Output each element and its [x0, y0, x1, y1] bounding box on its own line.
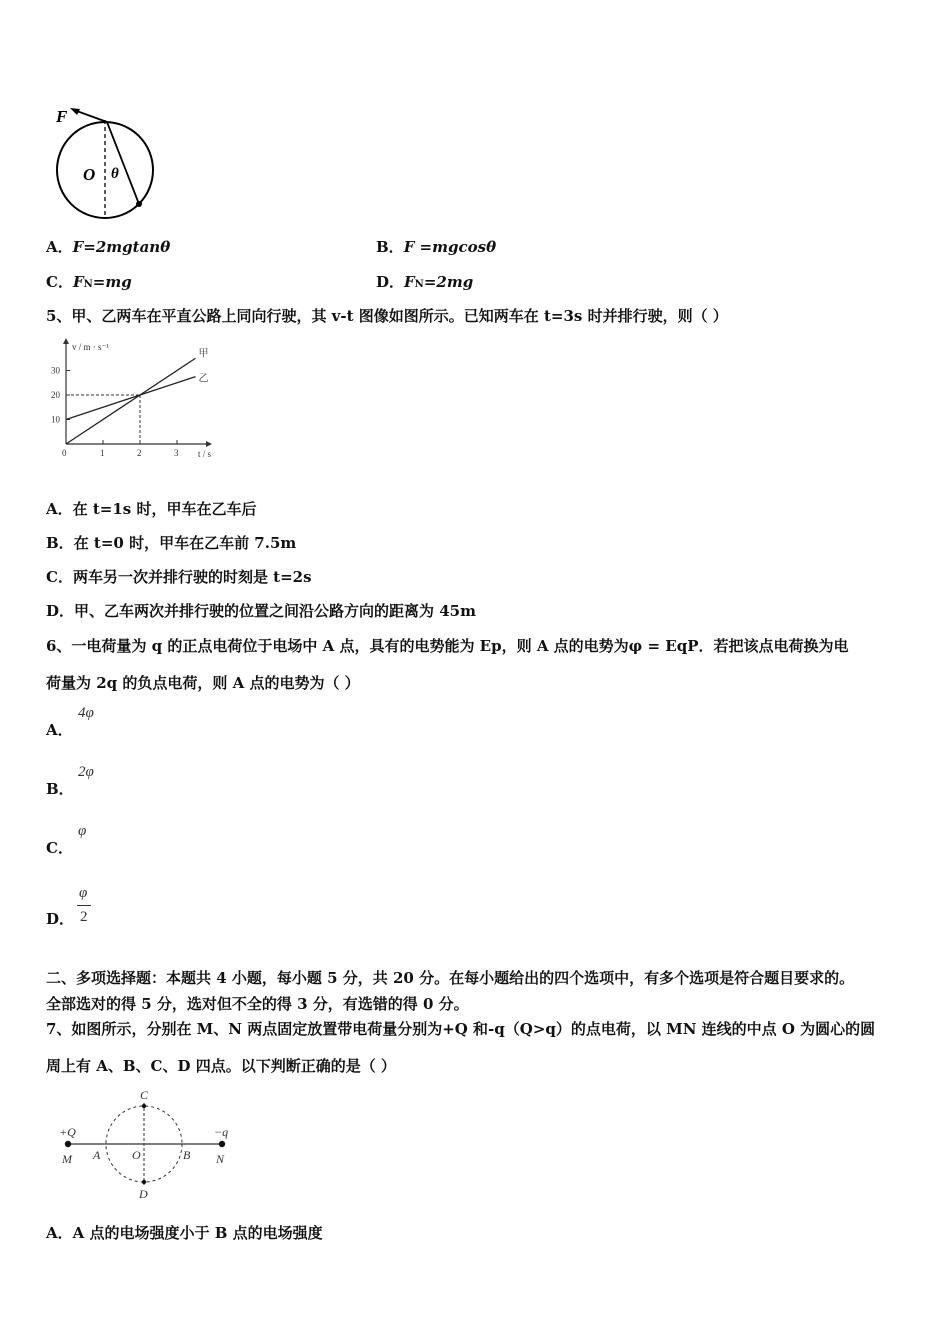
option-value: 2φ — [78, 764, 94, 780]
fraction-denominator: 2 — [80, 909, 88, 925]
option-value: 4φ — [78, 705, 94, 721]
series-label: 乙 — [198, 373, 209, 385]
y-tick-label: 30 — [51, 365, 60, 376]
q4-label-O: O — [83, 165, 96, 184]
q7-label-n: N — [216, 1152, 225, 1166]
q7-charges-figure — [52, 1085, 242, 1205]
q7-option-a[interactable] — [46, 1222, 323, 1243]
option-letter: C． — [46, 568, 73, 586]
option-text: =mg — [92, 273, 132, 291]
option-text: 两车另一次并排行驶的时刻是 t=2s — [72, 568, 312, 586]
q6-option-d[interactable] — [46, 885, 126, 927]
q7-charge-n — [219, 1141, 225, 1147]
q7-label-o: O — [132, 1148, 141, 1162]
option-text: 甲、乙车两次并排行驶的位置之间沿公路方向的距离为 45m — [74, 602, 476, 620]
q7-label-plus-q: +Q — [59, 1125, 76, 1139]
q4-force-arrow — [74, 110, 107, 122]
series-label: 甲 — [198, 348, 209, 360]
option-text: 在 t=0 时，甲车在乙车前 7.5m — [73, 534, 297, 552]
q6-stem-line2: 荷量为 2q 的负点电荷，则 A 点的电势为（ ） — [46, 674, 360, 692]
option-symbol: F — [72, 273, 84, 291]
x-axis-label: t / s — [198, 449, 212, 459]
option-letter: B． — [376, 238, 404, 256]
y-tick-label: 10 — [51, 414, 60, 425]
q4-option-c[interactable] — [46, 271, 132, 292]
q4-option-a[interactable] — [46, 236, 170, 257]
x-tick-label: 0 — [62, 448, 67, 458]
q7-label-c: C — [140, 1088, 149, 1102]
series-line-jia — [66, 358, 196, 444]
q4-rod — [107, 122, 139, 204]
q4-label-theta: θ — [111, 166, 119, 182]
series-line-yi — [66, 377, 196, 420]
option-letter: D． — [46, 910, 75, 928]
q7-stem-line1: 7、如图所示，分别在 M、N 两点固定放置带电荷量分别为+Q 和-q（Q>q）的点电荷，以 MN 连线的中点 O 为圆心的圆 — [46, 1020, 876, 1038]
option-letter: D． — [376, 273, 405, 291]
option-letter: A． — [46, 238, 73, 256]
fraction-bar — [77, 905, 91, 906]
option-text: 在 t=1s 时，甲车在乙车后 — [72, 500, 257, 518]
option-letter: B． — [46, 780, 74, 798]
option-text: A 点的电场强度小于 B 点的电场强度 — [72, 1224, 323, 1242]
option-subscript: N — [414, 279, 424, 290]
q7-label-m: M — [62, 1152, 72, 1166]
option-letter: C． — [46, 839, 73, 857]
option-value: φ — [78, 823, 87, 839]
y-axis-label: v / m · s⁻¹ — [72, 342, 109, 352]
q4-option-b[interactable] — [376, 236, 496, 257]
x-axis-arrow — [206, 441, 212, 447]
option-subscript: N — [83, 279, 93, 290]
q5-option-c[interactable] — [46, 566, 312, 587]
section2-heading-line1: 二、多项选择题：本题共 4 小题，每小题 5 分，共 20 分。在每小题给出的四个选项中，有多个选项是符合题目要求的。 — [46, 969, 855, 987]
option-letter: A． — [46, 500, 73, 518]
q7-point-d — [142, 1180, 146, 1184]
q4-circle-figure — [50, 100, 165, 225]
q4-option-d[interactable] — [376, 271, 473, 292]
q4-ball — [136, 201, 142, 207]
option-letter: C． — [46, 273, 73, 291]
x-tick-label: 3 — [174, 448, 179, 458]
fraction-numerator: φ — [79, 885, 88, 901]
q7-label-a: A — [93, 1148, 101, 1162]
q7-label-d: D — [139, 1187, 148, 1201]
section2-heading-line2: 全部选对的得 5 分，选对但不全的得 3 分，有选错的得 0 分。 — [46, 995, 469, 1013]
option-symbol: F — [404, 273, 415, 291]
y-tick-label: 20 — [51, 390, 60, 400]
q6-stem-line1: 6、一电荷量为 q 的正点电荷位于电场中 A 点，具有的电势能为 Ep，则 A 点的电势为φ = EqP．若把该点电荷换为电 — [46, 637, 849, 655]
option-text: F=2mgtanθ — [72, 238, 171, 256]
q7-label-b: B — [183, 1148, 191, 1162]
x-tick-label: 2 — [137, 448, 142, 458]
q5-stem: 5、甲、乙两车在平直公路上同向行驶，其 v-t 图像如图所示。已知两车在 t=3s 时并排行驶，则（ ） — [46, 307, 728, 325]
q5-vt-chart — [46, 336, 226, 464]
option-letter: D． — [46, 602, 75, 620]
q7-charge-m — [65, 1141, 71, 1147]
q7-point-c — [142, 1104, 146, 1108]
q5-option-a[interactable] — [46, 498, 256, 519]
option-letter: B． — [46, 534, 74, 552]
x-tick-label: 1 — [100, 448, 105, 458]
q7-stem-line2: 周上有 A、B、C、D 四点。以下判断正确的是（ ） — [46, 1057, 396, 1075]
y-axis-arrow — [63, 338, 69, 344]
option-text: F =mgcosθ — [403, 238, 497, 256]
option-letter: A． — [46, 721, 73, 739]
q4-label-F: F — [56, 107, 68, 126]
option-letter: A． — [46, 1224, 73, 1242]
q4-arrowhead — [70, 108, 80, 115]
q5-option-b[interactable] — [46, 532, 296, 553]
q5-option-d[interactable] — [46, 600, 476, 621]
option-text: =2mg — [423, 273, 474, 291]
q7-label-minus-q: −q — [214, 1125, 229, 1139]
